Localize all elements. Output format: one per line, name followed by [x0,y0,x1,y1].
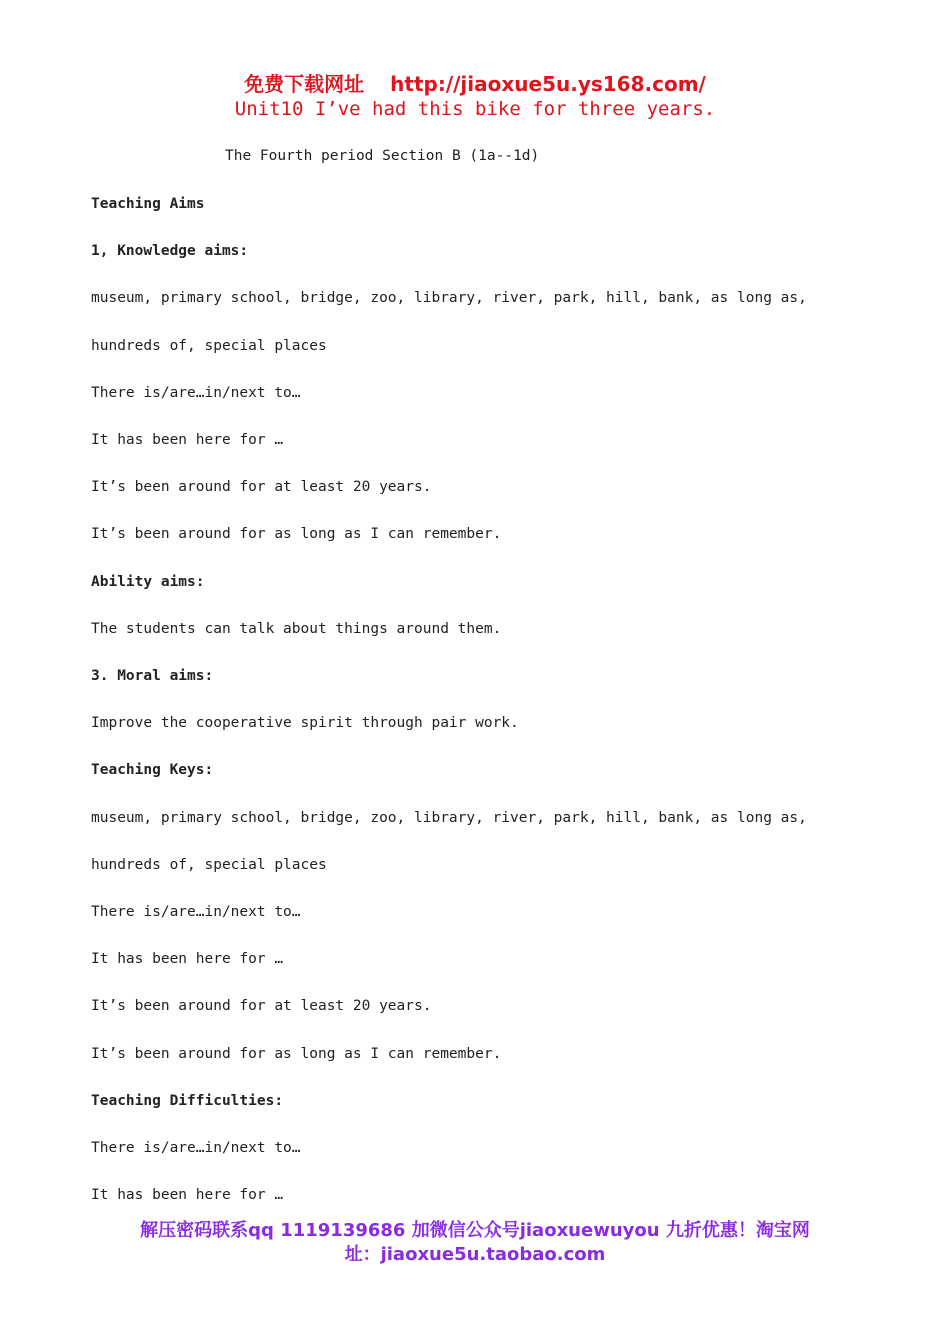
section-heading: Teaching Keys: [91,762,214,778]
content-line: It’s been around for as long as I can remember. [91,1046,502,1062]
period-subtitle: The Fourth period Section B (1a--1d) [225,148,540,164]
content-line: museum, primary school, bridge, zoo, library, river, park, hill, bank, as long as, [91,290,807,306]
content-line: The students can talk about things around them. [91,621,502,637]
content-line: There is/are…in/next to… [91,385,301,401]
section-heading: Teaching Aims [91,196,205,212]
content-line: It has been here for … [91,951,284,967]
content-line: It’s been around for as long as I can remember. [91,526,502,542]
content-line: It has been here for … [91,432,284,448]
content-line: It’s been around for at least 20 years. [91,479,432,495]
content-line: There is/are…in/next to… [91,904,301,920]
unit-title: Unit10 I’ve had this bike for three years. [234,98,716,120]
content-line: hundreds of, special places [91,857,327,873]
section-heading: Ability aims: [91,574,205,590]
content-line: hundreds of, special places [91,338,327,354]
footer-line-1: 解压密码联系qq 1119139686 加微信公众号jiaoxuewuyou 九折优惠！淘宝网 [140,1220,810,1241]
header-download-line [0,68,950,97]
footer-contact [0,1219,950,1267]
footer-line-2: 址：jiaoxue5u.taobao.com [344,1244,606,1265]
site-label: 免费下载网址 [244,72,365,96]
content-line: There is/are…in/next to… [91,1140,301,1156]
content-line: museum, primary school, bridge, zoo, library, river, park, hill, bank, as long as, [91,810,807,826]
content-line: It’s been around for at least 20 years. [91,998,432,1014]
content-line: It has been here for … [91,1187,284,1203]
section-heading: Teaching Difficulties: [91,1093,284,1109]
content-line: Improve the cooperative spirit through pair work. [91,715,519,731]
section-heading: 1, Knowledge aims: [91,243,249,259]
section-heading: 3. Moral aims: [91,668,214,684]
site-url-link[interactable]: http://jiaoxue5u.ys168.com/ [390,72,706,96]
